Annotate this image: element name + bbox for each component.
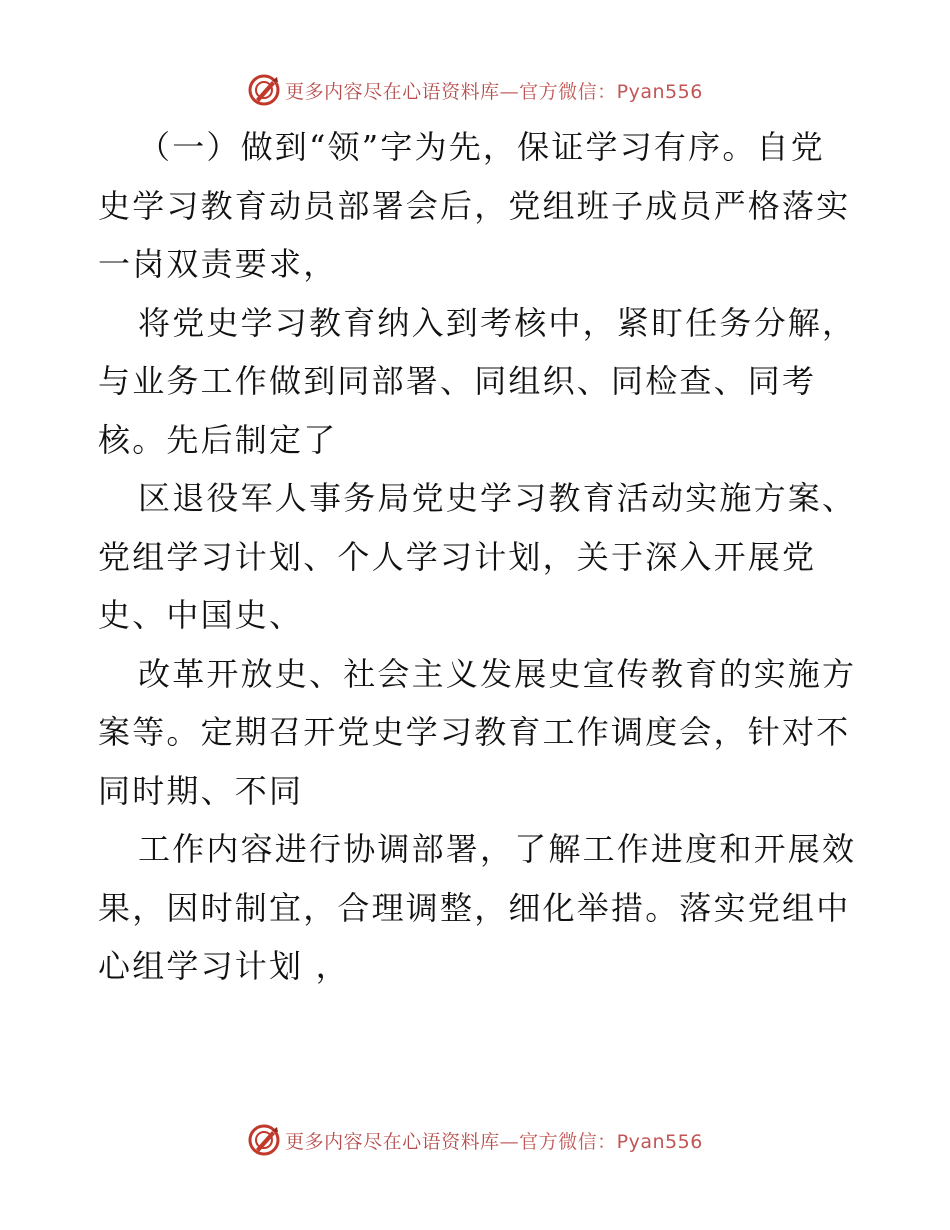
header-banner bbox=[0, 70, 950, 110]
footer-banner bbox=[0, 1120, 950, 1160]
footer-banner-slogan: 更多内容尽在心语资料库 bbox=[285, 1130, 500, 1153]
footer-banner-separator: — bbox=[499, 1130, 520, 1153]
footer-banner-wechat: 官方微信：Pyan556 bbox=[519, 1130, 703, 1153]
header-banner-slogan: 更多内容尽在心语资料库 bbox=[285, 80, 500, 103]
header-banner-text bbox=[285, 77, 703, 104]
paragraph: （一）做到“领”字为先，保证学习有序。自党史学习教育动员部署会后，党组班子成员严格落实一岗双责要求， bbox=[98, 128, 851, 283]
paragraph: 改革开放史、社会主义发展史宣传教育的实施方案等。定期召开党史学习教育工作调度会，针对不同时期、不同 bbox=[98, 654, 857, 810]
paragraph: 将党史学习教育纳入到考核中，紧盯任务分解，与业务工作做到同部署、同组织、同检查、同考核。先后制定了 bbox=[98, 303, 857, 459]
brand-logo-icon bbox=[247, 1123, 281, 1157]
paragraph: 区退役军人事务局党史学习教育活动实施方案、党组学习计划、个人学习计划，关于深入开展党史、中国史、 bbox=[98, 479, 857, 634]
header-banner-wechat: 官方微信：Pyan556 bbox=[519, 80, 703, 103]
document-body bbox=[98, 118, 858, 996]
footer-banner-text bbox=[285, 1127, 703, 1154]
header-banner-separator: — bbox=[499, 80, 520, 103]
paragraph: 工作内容进行协调部署，了解工作进度和开展效果，因时制宜，合理调整，细化举措。落实党组中心组学习计划 ， bbox=[98, 830, 857, 985]
brand-logo-icon bbox=[247, 73, 281, 107]
